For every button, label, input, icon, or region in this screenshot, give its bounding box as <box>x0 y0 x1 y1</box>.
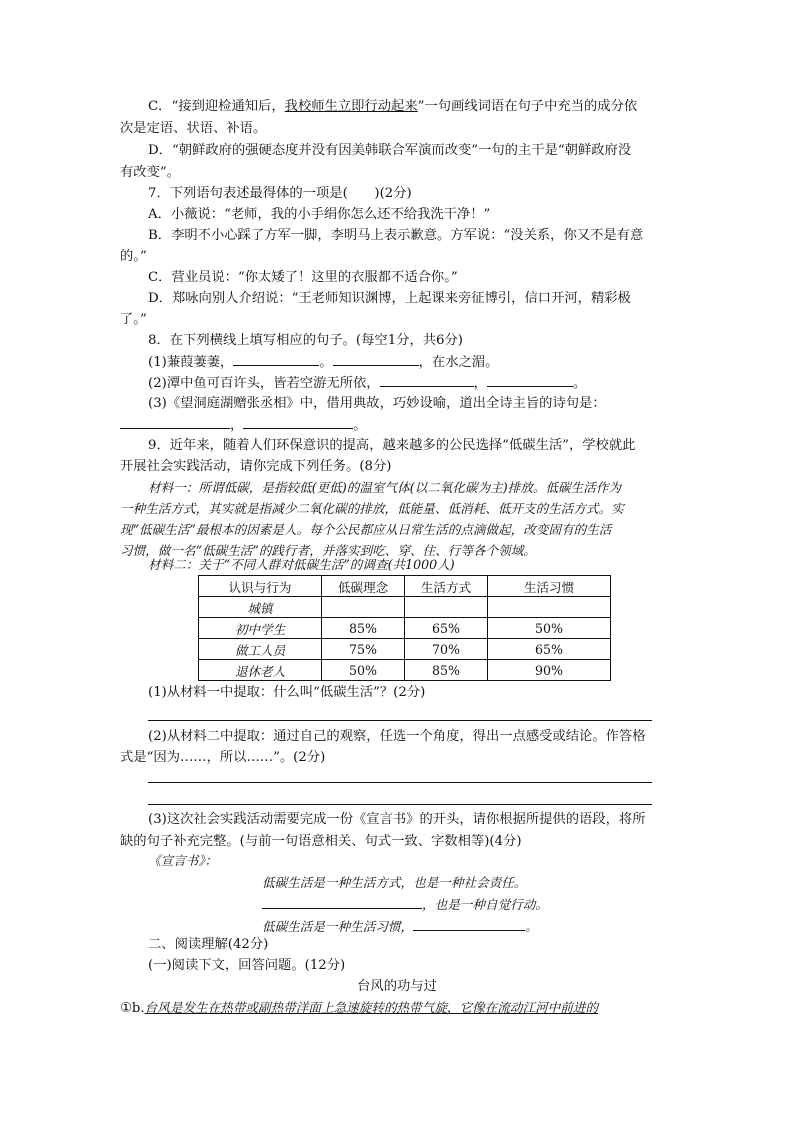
table-cell: 75% <box>322 639 405 660</box>
q8-1-blank-b[interactable] <box>333 352 419 366</box>
q7-stem: 7．下列语句表述最得体的一项是( )(2分) <box>148 186 412 201</box>
q9-material-1: 材料一：所谓低碳，是指较低(更低)的温室气体(以二氧化碳为主)排放。低碳生活作为 <box>148 480 622 495</box>
q8-3-blank-b[interactable] <box>243 415 353 429</box>
declaration-line-1: 低碳生活是一种生活方式，也是一种社会责任。 <box>262 875 527 890</box>
paragraph-marker: ①b. <box>120 1001 145 1016</box>
q8-item-3: (3)《望洞庭湖赠张丞相》中，借用典故，巧妙设喻，道出全诗主旨的诗句是： <box>148 396 606 411</box>
table-cell: 50% <box>322 660 405 681</box>
table-header: 低碳理念 <box>322 576 405 597</box>
q8-3-mid: ， <box>230 418 244 433</box>
q8-1-mid: 。 <box>319 355 333 370</box>
table-cell: 90% <box>488 660 611 681</box>
q6-c-text: C．“接到迎检通知后， <box>148 99 285 114</box>
survey-table <box>198 575 611 681</box>
q9-sub-1: (1)从材料一中提取：什么叫“低碳生活”？(2分) <box>148 685 426 700</box>
table-cell: 70% <box>405 639 488 660</box>
q8-3-post: 。 <box>353 418 367 433</box>
q6-c-text-post: ”一句画线词语在句子中充当的成分依 <box>417 99 638 114</box>
q9-material-2-title: 材料二：关于“不同人群对低碳生活”的调查(共1000人) <box>148 557 455 572</box>
table-cell: 城镇 <box>199 597 322 618</box>
q7-option-d: D．郑咏向别人介绍说：“王老师知识渊博，上起课来旁征博引，信口开河，精彩极 <box>148 291 631 306</box>
table-cell: 50% <box>488 618 611 639</box>
q7-option-a: A．小薇说：“老师，我的小手绢你怎么还不给我洗干净！” <box>148 207 491 222</box>
q9-sub-2-answer-line-1[interactable] <box>148 782 652 783</box>
q6-c-underlined: 我校师生立即行动起来 <box>284 99 418 114</box>
table-row <box>199 597 611 618</box>
article-paragraph-1 <box>120 998 598 1019</box>
declaration-title: 《宣言书》： <box>148 853 218 868</box>
q9-stem: 9．近年来，随着人们环保意识的提高，越来越多的公民选择“低碳生活”，学校就此 <box>148 438 636 453</box>
table-cell: 初中学生 <box>199 618 322 639</box>
q8-stem: 8．在下列横线上填写相应的句子。(每空1分，共6分) <box>148 333 463 348</box>
q9-material-1-l2: 一种生活方式，其实就是指减少二氧化碳的排放，低能量、低消耗、低开支的生活方式。实 <box>120 501 624 516</box>
q9-sub-3: (3)这次社会实践活动需要完成一份《宣言书》的开头，请你根据所提供的语段，将所 <box>148 812 646 827</box>
q8-1-post: ，在水之湄。 <box>418 355 499 370</box>
q7-option-b-cont: 的。” <box>120 249 147 264</box>
declaration-line-3-text: 低碳生活是一种生活习惯， <box>262 919 414 934</box>
q6-option-c-cont: 次是定语、状语、补语。 <box>120 121 267 136</box>
q7-option-b: B．李明不小心踩了方军一脚，李明马上表示歉意。方军说：“没关系，你又不是有意 <box>148 228 644 243</box>
paragraph-1-text: 台风是发生在热带或副热带洋面上急速旋转的热带气旋，它像在流动江河中前进的 <box>144 1000 599 1015</box>
article-title: 台风的功与过 <box>357 979 437 994</box>
q8-3-blank-a[interactable] <box>120 415 230 429</box>
table-cell: 做工人员 <box>199 639 322 660</box>
part2-heading: 二、阅读理解(42分) <box>148 937 269 952</box>
table-header-row <box>199 576 611 597</box>
q6-option-d-cont: 有改变”。 <box>120 165 180 180</box>
declaration-blank-2[interactable] <box>413 917 525 931</box>
q8-2-pre: (2)潭中鱼可百许头，皆若空游无所依， <box>148 376 380 391</box>
q8-2-blank-a[interactable] <box>380 373 474 387</box>
table-cell <box>405 597 488 618</box>
table-cell: 65% <box>405 618 488 639</box>
q6-option-c <box>148 97 637 117</box>
table-cell: 退休老人 <box>199 660 322 681</box>
q8-1-pre: (1)蒹葭萋萋， <box>148 355 234 370</box>
q7-option-d-cont: 了。” <box>120 312 147 327</box>
q8-2-mid: ， <box>473 376 487 391</box>
q9-sub-1-answer-line[interactable] <box>148 720 652 721</box>
q9-stem-cont: 开展社会实践活动，请你完成下列任务。(8分) <box>120 459 392 474</box>
q9-sub-3-cont: 缺的句子补充完整。(与前一句语意相关、句式一致、字数相等)(4分) <box>120 834 522 849</box>
q8-2-blank-b[interactable] <box>487 373 573 387</box>
q8-1-blank-a[interactable] <box>233 352 319 366</box>
q8-2-post: 。 <box>572 376 587 391</box>
q9-sub-2: (2)从材料二中提取：通过自己的观察，任选一个角度，得出一点感受或结论。作答格 <box>148 729 646 744</box>
q8-item-3-answer <box>120 415 367 436</box>
table-header: 生活方式 <box>405 576 488 597</box>
q9-material-1-l3: 现“低碳生活”最根本的因素是人。每个公民都应从日常生活的点滴做起，改变固有的生活 <box>120 522 612 537</box>
q9-material-1-l4: 习惯，做一名“低碳生活”的践行者，并落实到吃、穿、住、行等各个领域。 <box>120 543 536 558</box>
table-cell <box>322 597 405 618</box>
table-row <box>199 639 611 660</box>
q7-option-c: C．营业员说：“你太矮了！这里的衣服都不适合你。” <box>148 270 458 285</box>
table-cell <box>488 597 611 618</box>
part2-sub-heading: (一)阅读下文，回答问题。(12分) <box>148 958 346 973</box>
q8-item-2 <box>148 373 586 394</box>
table-cell: 85% <box>405 660 488 681</box>
table-row <box>199 618 611 639</box>
q6-option-d: D．“朝鲜政府的强硬态度并没有因美韩联合军演而改变”一句的主干是“朝鲜政府没 <box>148 143 632 158</box>
table-header: 认识与行为 <box>199 576 322 597</box>
declaration-line-2 <box>262 895 548 915</box>
q9-sub-2-answer-line-2[interactable] <box>148 804 652 805</box>
q8-item-1 <box>148 352 498 373</box>
table-header: 生活习惯 <box>488 576 611 597</box>
table-cell: 65% <box>488 639 611 660</box>
table-row <box>199 660 611 681</box>
declaration-line-3 <box>262 917 538 937</box>
declaration-line-2-text: ，也是一种自觉行动。 <box>422 897 548 912</box>
q9-sub-2-cont: 式是“因为……，所以……”。(2分) <box>120 750 326 765</box>
table-cell: 85% <box>322 618 405 639</box>
declaration-line-3-end: 。 <box>525 919 538 934</box>
declaration-blank-1[interactable] <box>262 895 422 909</box>
